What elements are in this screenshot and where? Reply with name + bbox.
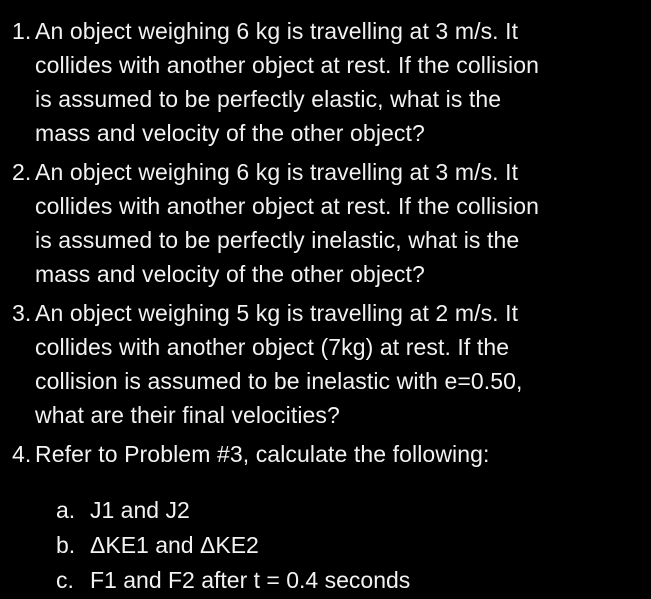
subitem-a <box>56 493 190 527</box>
problem-text <box>35 296 642 432</box>
problem-line: is assumed to be perfectly inelastic, what is the <box>35 227 520 253</box>
problem-line: collides with another object at rest. If the collision <box>35 193 539 219</box>
subitem-b <box>56 528 259 562</box>
problem-line: An object weighing 6 kg is travelling at 3 m/s. It <box>35 159 519 185</box>
subitem-letter: b. <box>56 532 76 558</box>
problem-4 <box>12 437 642 471</box>
problem-line: mass and velocity of the other object? <box>35 120 425 146</box>
problem-line: is assumed to be perfectly elastic, what is the <box>35 86 502 112</box>
subitem-letter: a. <box>56 497 76 523</box>
problem-number: 4. <box>12 441 32 467</box>
problem-2 <box>12 155 642 291</box>
subitem-text: J1 and J2 <box>90 497 190 523</box>
subitem-c <box>56 563 410 597</box>
problem-line: An object weighing 6 kg is travelling at 3 m/s. It <box>35 18 519 44</box>
problem-text <box>35 155 642 291</box>
problem-line: mass and velocity of the other object? <box>35 261 425 287</box>
problem-1 <box>12 14 642 150</box>
problem-text <box>35 437 642 471</box>
problem-line: Refer to Problem #3, calculate the following: <box>35 441 490 467</box>
problem-line: collides with another object (7kg) at rest. If the <box>35 334 510 360</box>
problem-text <box>35 14 642 150</box>
subitem-text: ΔKE1 and ΔKE2 <box>90 532 259 558</box>
subitem-letter: c. <box>56 567 74 593</box>
problem-number: 2. <box>12 159 32 185</box>
problem-number: 1. <box>12 18 32 44</box>
problem-line: what are their final velocities? <box>35 402 340 428</box>
subitem-text: F1 and F2 after t = 0.4 seconds <box>90 567 411 593</box>
problem-line: collides with another object at rest. If the collision <box>35 52 539 78</box>
problem-line: An object weighing 5 kg is travelling at 2 m/s. It <box>35 300 519 326</box>
problem-3 <box>12 296 642 432</box>
problem-number: 3. <box>12 300 32 326</box>
problem-line: collision is assumed to be inelastic with e=0.50, <box>35 368 523 394</box>
